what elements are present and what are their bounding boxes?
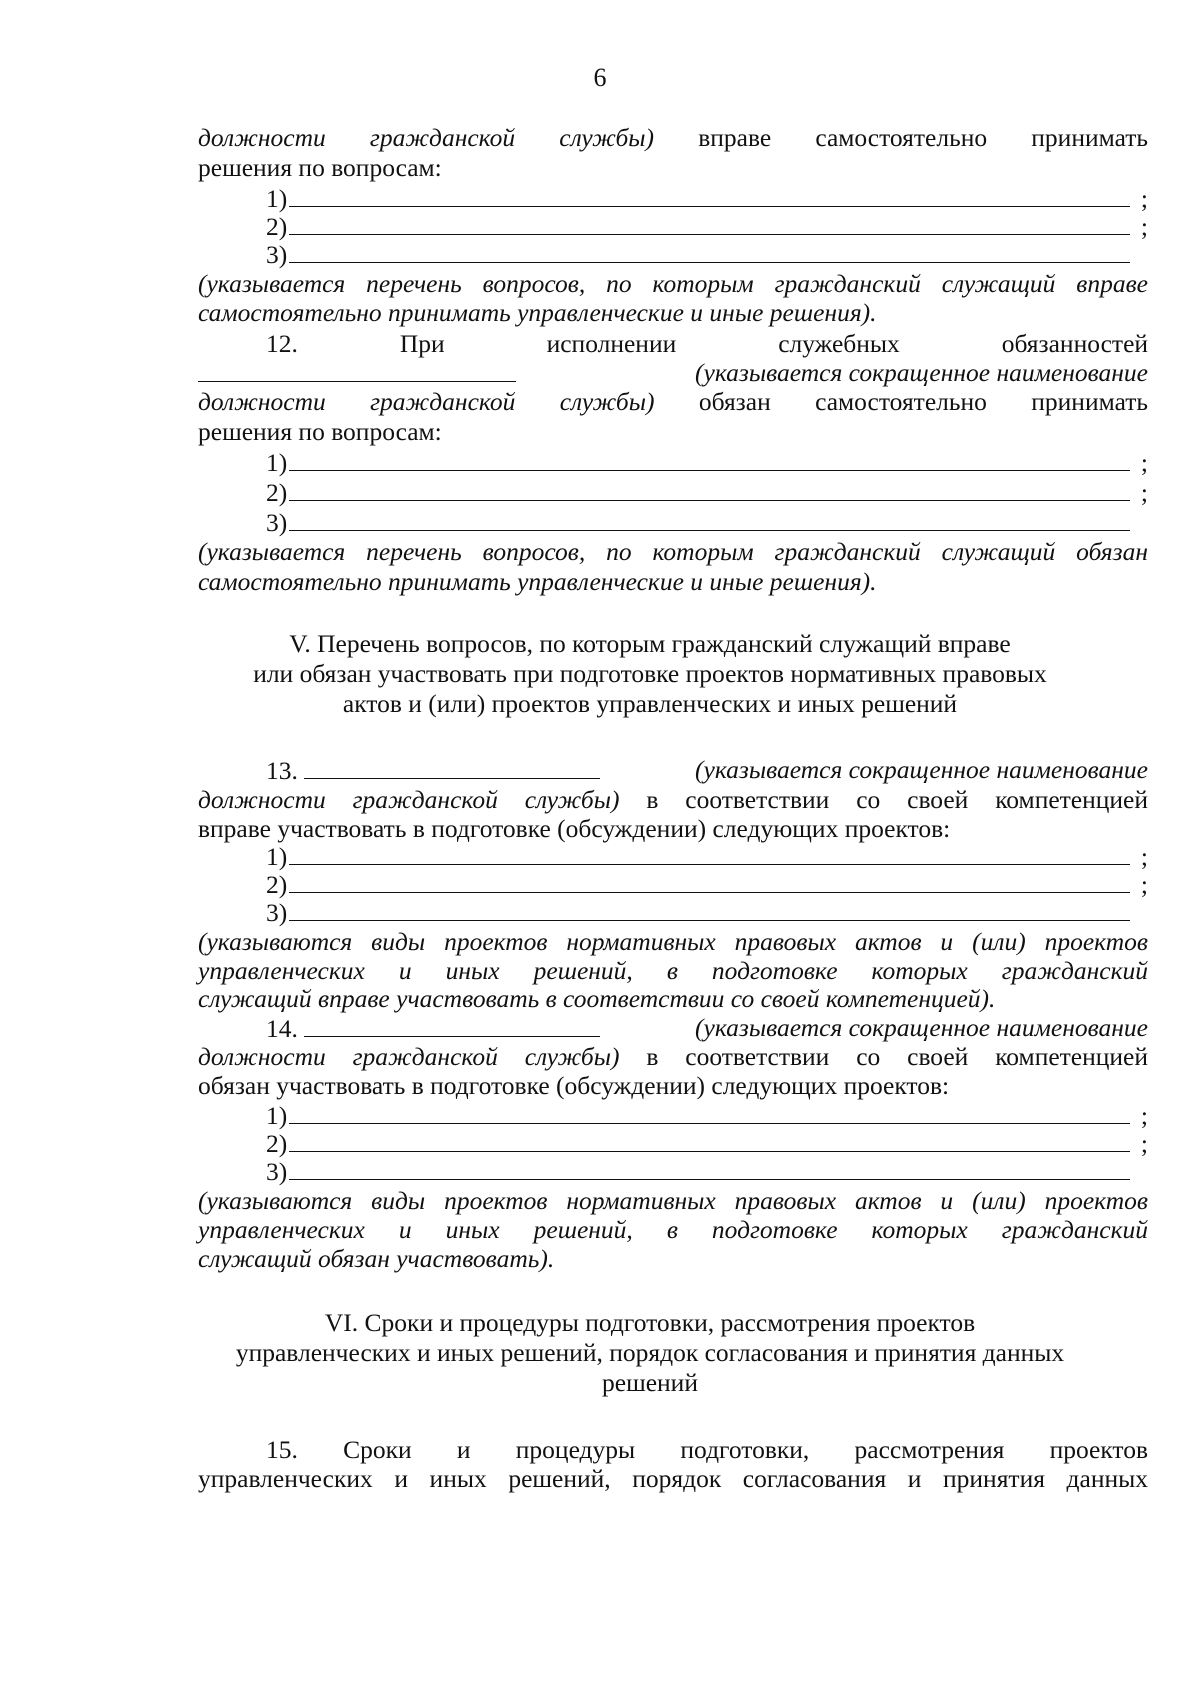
p13-line-1: 13. (указывается сокращенное наименование bbox=[266, 755, 1148, 785]
p14-item-2: 2) ; bbox=[266, 1129, 1148, 1158]
section-5-heading-1: V. Перечень вопросов, по которым гражданский служащий вправе bbox=[289, 629, 1011, 658]
p15-line-2: управленческих и иных решений, порядок согласования и принятия данных bbox=[198, 1464, 1148, 1493]
p12-item-3: 3) bbox=[266, 506, 1148, 539]
section-6-heading-2: управленческих и иных решений, порядок согласования и принятия данных bbox=[235, 1338, 1065, 1367]
p11-item-3: 3) bbox=[266, 238, 1148, 271]
position-name-blank bbox=[198, 357, 516, 382]
section-5-heading-2: или обязан участвовать при подготовке проектов нормативных правовых bbox=[253, 659, 1047, 688]
p14-note-2: управленческих и иных решений, в подготовке которых гражданский bbox=[198, 1215, 1148, 1244]
p13-item-3: 3) bbox=[266, 896, 1148, 929]
p12-line-3: должности гражданской службы) обязан самостоятельно принимать bbox=[198, 387, 1148, 416]
p11-note-1: (указывается перечень вопросов, по которым гражданский служащий вправе bbox=[198, 269, 1148, 298]
p14-note-3: служащий обязан участвовать). bbox=[198, 1244, 555, 1273]
p14-line-1: 14. (указывается сокращенное наименование bbox=[266, 1013, 1148, 1043]
p11-item-2: 2) ; bbox=[266, 212, 1148, 241]
section-6-heading-3: решений bbox=[602, 1368, 698, 1397]
p12-line-2: (указывается сокращенное наименование bbox=[198, 357, 1148, 390]
position-name-blank bbox=[304, 754, 600, 779]
position-name-blank bbox=[304, 1012, 600, 1037]
p13-item-1: 1) ; bbox=[266, 842, 1148, 871]
p11-note-2: самостоятельно принимать управленческие и иные решения). bbox=[198, 298, 877, 327]
p12-item-1: 1) ; bbox=[266, 448, 1148, 477]
page-number: 6 bbox=[593, 63, 607, 92]
p15-line-1: 15. Сроки и процедуры подготовки, рассмотрения проектов bbox=[266, 1435, 1149, 1464]
p12-item-2: 2) ; bbox=[266, 478, 1148, 507]
p14-item-3: 3) bbox=[266, 1155, 1148, 1188]
section-6-heading-1: VI. Сроки и процедуры подготовки, рассмотрения проектов bbox=[324, 1308, 976, 1337]
p13-note-3: служащий вправе участвовать в соответствии со своей компетенцией). bbox=[198, 984, 996, 1013]
p12-line-4: решения по вопросам: bbox=[198, 417, 442, 446]
p14-item-1: 1) ; bbox=[266, 1101, 1148, 1130]
p12-line-1: 12. При исполнении служебных обязанностей bbox=[266, 329, 1149, 358]
p11-line-1: должности гражданской службы) вправе самостоятельно принимать bbox=[198, 123, 1149, 152]
p11-item-1: 1) ; bbox=[266, 184, 1148, 213]
p12-note-2: самостоятельно принимать управленческие и иные решения). bbox=[198, 567, 877, 596]
p11-line-2: решения по вопросам: bbox=[198, 153, 442, 182]
p14-note-1: (указываются виды проектов нормативных правовых актов и (или) проектов bbox=[198, 1186, 1148, 1215]
p13-note-2: управленческих и иных решений, в подготовке которых гражданский bbox=[198, 956, 1148, 985]
p13-note-1: (указываются виды проектов нормативных правовых актов и (или) проектов bbox=[198, 927, 1148, 956]
p14-line-3: обязан участвовать в подготовке (обсуждении) следующих проектов: bbox=[198, 1071, 950, 1100]
p13-item-2: 2) ; bbox=[266, 870, 1148, 899]
p12-note-1: (указывается перечень вопросов, по которым гражданский служащий обязан bbox=[198, 537, 1148, 566]
p14-line-2: должности гражданской службы) в соответствии со своей компетенцией bbox=[198, 1042, 1149, 1071]
p13-line-2: должности гражданской службы) в соответствии со своей компетенцией bbox=[198, 785, 1149, 814]
p13-line-3: вправе участвовать в подготовке (обсуждении) следующих проектов: bbox=[198, 814, 951, 843]
section-5-heading-3: актов и (или) проектов управленческих и иных решений bbox=[342, 689, 958, 718]
